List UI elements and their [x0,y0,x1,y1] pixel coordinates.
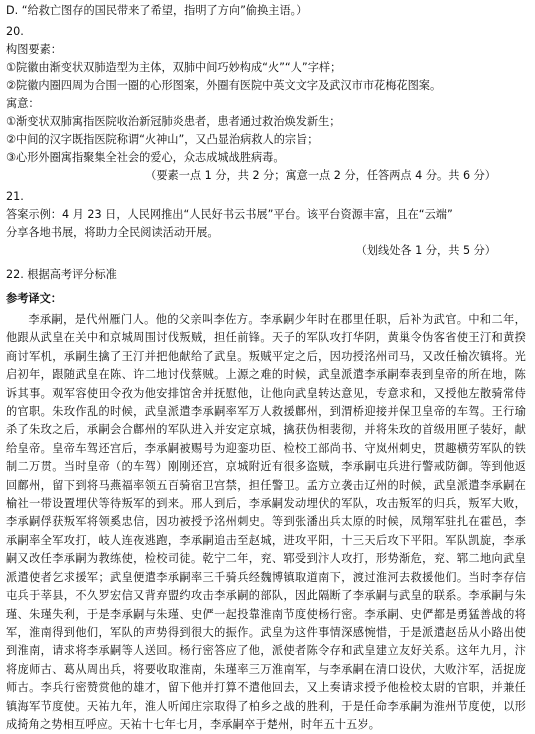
q20-meaning-heading: 寓意： [6,97,40,110]
q20-meaning-2: ②中间的汉字既指医院称谓“火神山”，又凸显治病救人的宗旨； [6,133,319,146]
q20-meaning-3: ③心形外圈寓指聚集全社会的爱心，众志成城战胜病毒。 [6,151,285,164]
q21-answer-line-2: 分享各地书展，将助力全民阅读活动开展。 [6,226,219,239]
q20-scoring-note: （要素一点 1 分，共 2 分；寓意一点 2 分，任答两点 4 分。共 6 分） [145,169,496,182]
q20-element-2: ②院徽内圈四周为合围一圈的心形图案，外圈有医院中英文文字及武汉市市花梅花图案。 [6,79,442,92]
translation-heading: 参考译文： [6,292,62,305]
question-20-number: 20. [6,25,24,38]
q20-element-1: ①院徽由渐变状双肺造型为主体，双肺中间巧妙构成“火”“人”字样； [6,61,342,74]
q21-answer-line-1: 答案示例：4 月 23 日，人民网推出“人民好书云书展”平台。该平台资源丰富，且在“云端” [6,208,453,221]
translation-paragraph: 李承嗣，是代州雁门人。他的父亲叫李佐方。李承嗣少年时在郡里任职，后补为武官。中和二年，他跟从武皇在关中和京城周围讨伐叛贼，担任前锋。天子的军队攻打华阴，黄巢令伪客省使王汀和黄揆商讨军机，承嗣生擒了王汀并把他献给了武皇。叛贼平定之后，因功授洺州司马，又改任榆次镇将。光启初年，跟随武皇在陈、许二地讨伐蔡贼。上源之难的时候，武皇派遣李承嗣奉表到皇帝的所在地，陈诉其事。观军容使田令孜为他安排馆舍并抚慰他，让他向武皇转达意见，专意求和，又授他左散骑常侍的官职。朱玫作乱的时候，武皇派遣李承嗣率军万人救援鄜州，到渭桥迎接并保卫皇帝的车驾。王行瑜杀了朱玫之后，承嗣会合鄜州的军队进入并安定京城，擒获伪相裴彻，并将朱玫的首级用匣子装好，献给皇帝。皇帝车驾还宫后，李承嗣被赐号为迎銮功臣、检校工部尚书、守岚州刺史，贯趣横劳军队的铁制二万贯。当时皇帝（的车驾）刚刚还宫，京城附近有很多盗贼，李承嗣屯兵进行警戒防御。等到他返回鄜州，留下到将马燕福率领五百骑宿卫宫禁，担任警卫。孟方立袭击辽州的时候，武皇派遣李承嗣在榆社一带设置埋伏等待叛军的到来。邢人到后，李承嗣发动埋伏的军队，攻击叛军的归兵，叛军大败，李承嗣俘获叛军将领奚忠信，因功被授予洺州刺史。等到张潘出兵太原的时候，凤翔军驻扎在霍邑，李承嗣率全军攻打，岐人连夜逃跑，李承嗣追击至赵城，进攻平阳，十三天后攻下平阳。军队凯旋，李承嗣又改任李承嗣为教练使，检校司徒。乾宁二年，兖、郓受到汴人攻打，形势渐危，兖、郓二地向武皇派遣使者乞求援军；武皇便遣李承嗣率三千骑兵经魏博镇取道南下，渡过淮河去救援他们。当时李存信屯兵于莘县，不久罗宏信又背弃盟约攻击李承嗣的部队，因此隔断了李承嗣与武皇的联系。李承嗣与朱瑾、朱瑾失利，于是李承嗣与朱瑾、史俨一起投靠淮南节度使杨行密。李承嗣、史俨都是勇猛善战的将军，淮南得到他们，军队的声势得到很大的振作。武皇为这件事情深感惋惜，于是派遣赵岳从小路出使到淮南，请求将李承嗣等人送回。杨行密答应了他，派使者陈令存和武皇建立友好关系。这年九月，汴将庞师古、葛从周出兵，将要收取淮南，朱瑾率三万淮南军，与李承嗣在清口设伏，大败汴军，活捉庞师古。李兵行密赞赏他的雄才，留下他并打算不遣他回去，又上奏请求授予他检校太尉的官职，并兼任镇海军节度使。天祐九年，淮人听闻庄宗取得了柏乡之战的胜利，于是任命李承嗣为淮州节度使，以形成掎角之势相互呼应。天祐十七年七月，李承嗣卒于楚州，时年五十五岁。 [6,313,526,731]
question-22-heading: 22. 根据高考评分标准 [6,268,117,281]
question-21-number: 21. [6,190,24,203]
q20-elements-heading: 构图要素： [6,43,62,56]
option-d-line: D. “给救亡图存的国民带来了希望，指明了方向”偷换主语。） [6,4,308,17]
q21-scoring-note: （划线处各 1 分，共 5 分） [355,244,496,257]
q20-meaning-1: ①渐变状双肺寓指医院收治新冠肺炎患者，患者通过救治焕发新生； [6,115,341,128]
